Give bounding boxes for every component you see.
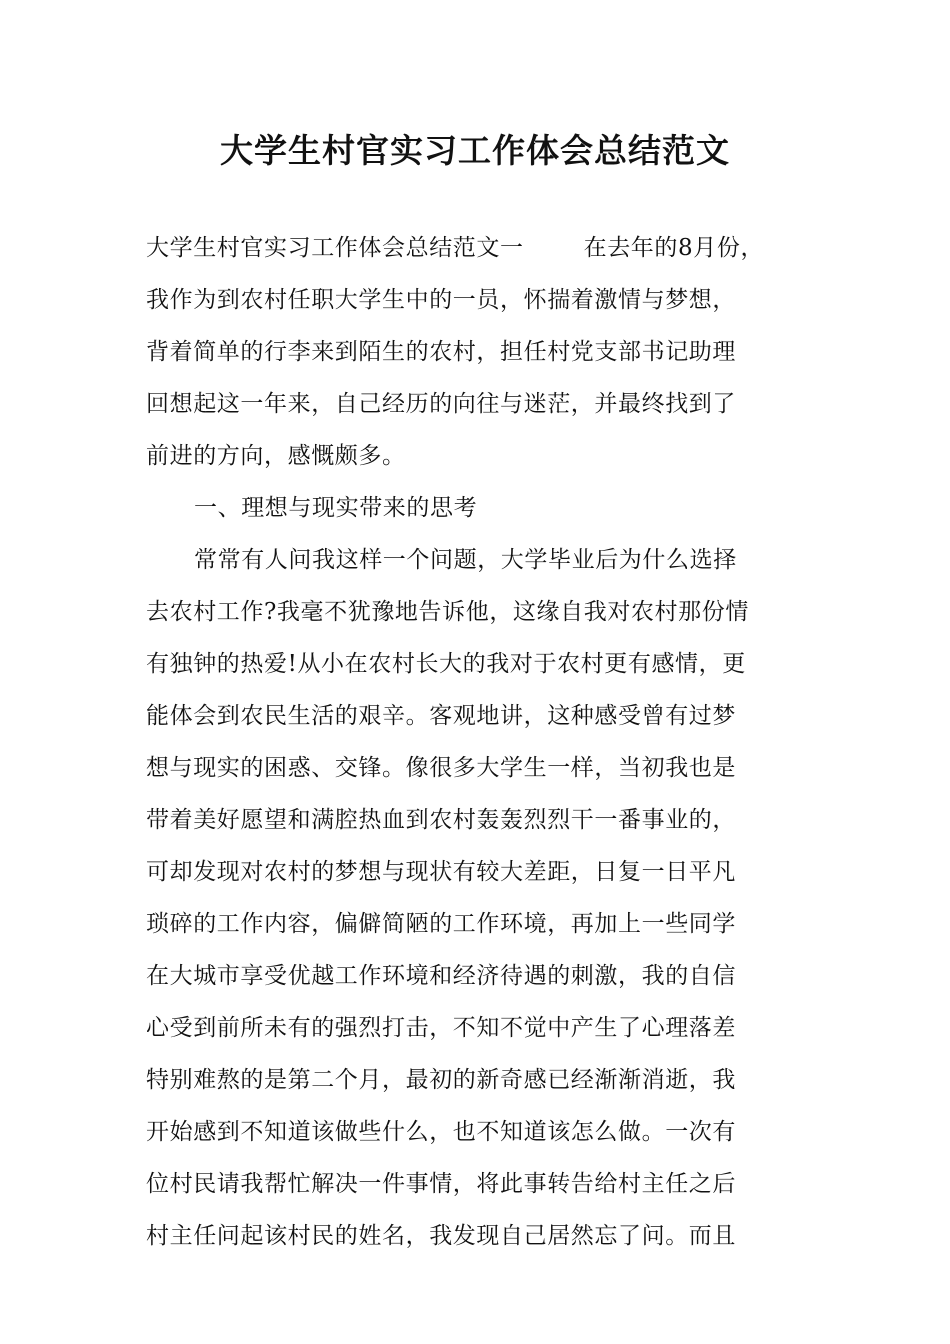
intro-text: 在去年的8月份，: [583, 235, 765, 261]
document-title: 大学生村官实习工作体会总结范文: [220, 131, 730, 170]
paragraph-line-14: 琐碎的工作内容，偏僻简陋的工作环境，再加上一些同学: [146, 911, 736, 937]
paragraph-line-5: 前进的方向，感慨颇多。: [146, 443, 406, 469]
paragraph-line-15: 在大城市享受优越工作环境和经济待遇的刺激，我的自信: [146, 963, 736, 989]
paragraph-line-19: 位村民请我帮忙解决一件事情，将此事转告给村主任之后: [146, 1171, 736, 1197]
paragraph-line-1: [146, 222, 816, 274]
paragraph-line-7: 常常有人问我这样一个问题，大学毕业后为什么选择: [194, 547, 737, 573]
paragraph-line-12: 带着美好愿望和满腔热血到农村轰轰烈烈干一番事业的，: [146, 807, 736, 833]
paragraph-line-11: 想与现实的困惑、交锋。像很多大学生一样，当初我也是: [146, 755, 736, 781]
paragraph-line-18: 开始感到不知道该做些什么，也不知道该怎么做。一次有: [146, 1119, 736, 1145]
section-heading: 一、理想与现实带来的思考: [194, 495, 478, 521]
paragraph-line-10: 能体会到农民生活的艰辛。客观地讲，这种感受曾有过梦: [146, 703, 736, 729]
paragraph-line-4: 回想起这一年来，自己经历的向往与迷茫，并最终找到了: [146, 391, 736, 417]
paragraph-line-16: 心受到前所未有的强烈打击，不知不觉中产生了心理落差: [146, 1015, 736, 1041]
paragraph-line-13: 可却发现对农村的梦想与现状有较大差距，日复一日平凡: [146, 859, 736, 885]
paragraph-line-9: 有独钟的热爱!从小在农村长大的我对于农村更有感情，更: [146, 651, 746, 677]
paragraph-line-8: 去农村工作?我毫不犹豫地告诉他，这缘自我对农村那份情: [146, 599, 749, 625]
intro-heading: 大学生村官实习工作体会总结范文一: [146, 235, 524, 261]
paragraph-line-3: 背着简单的行李来到陌生的农村，担任村党支部书记助理: [146, 339, 736, 365]
document-body: [146, 222, 816, 1262]
paragraph-line-20: 村主任问起该村民的姓名，我发现自己居然忘了问。而且: [146, 1223, 736, 1249]
paragraph-line-2: 我作为到农村任职大学生中的一员，怀揣着激情与梦想，: [146, 287, 736, 313]
paragraph-line-17: 特别难熬的是第二个月，最初的新奇感已经渐渐消逝，我: [146, 1067, 736, 1093]
